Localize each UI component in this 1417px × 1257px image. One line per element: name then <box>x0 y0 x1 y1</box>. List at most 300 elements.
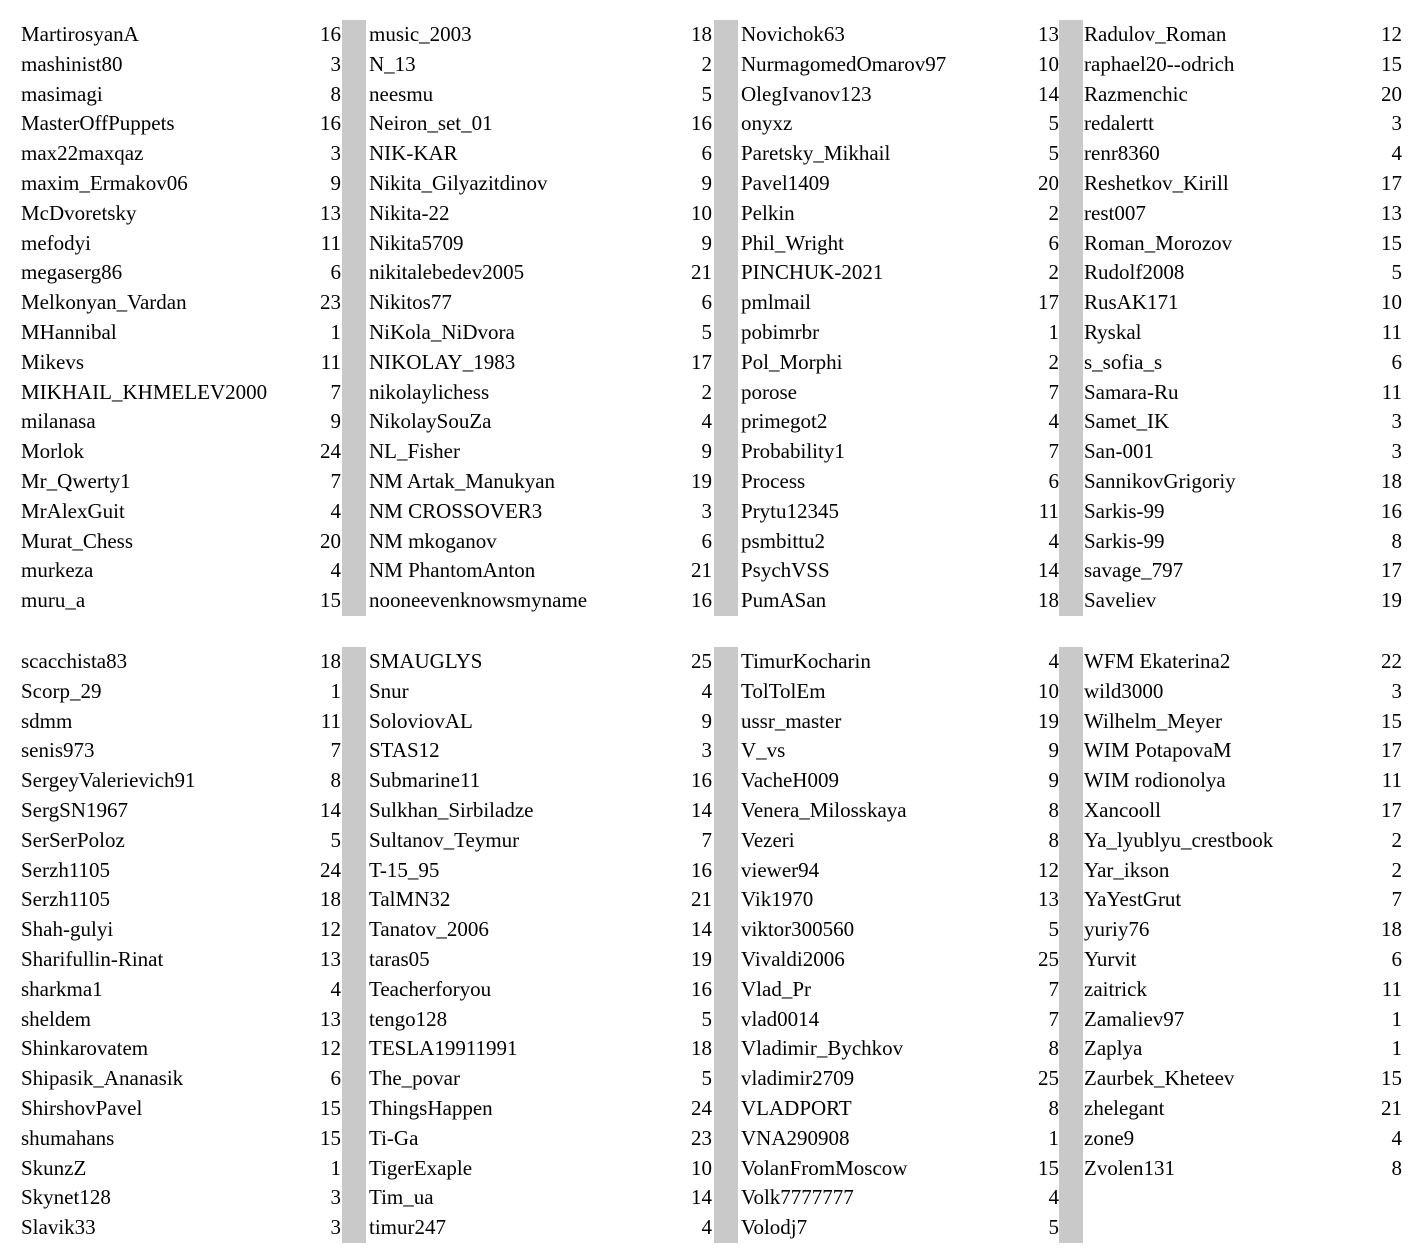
player-name: SergSN1967 <box>21 798 128 822</box>
player-name: Zamaliev97 <box>1084 1006 1185 1031</box>
player-score: 3 <box>330 51 341 76</box>
player-name: SMAUGLYS <box>369 649 483 673</box>
player-name: SergeyValerievich91 <box>21 768 196 793</box>
player-name: Scorp_29 <box>21 678 102 703</box>
table-row <box>369 467 712 497</box>
player-name: Sulkhan_Sirbiladze <box>369 798 534 822</box>
player-name: Nikita_Gilyazitdinov <box>369 171 548 195</box>
player-name: PsychVSS <box>741 558 830 583</box>
table-row <box>21 856 341 886</box>
player-score: 5 <box>701 81 712 106</box>
player-score: 2 <box>1391 827 1402 852</box>
player-name: MrAlexGuit <box>21 498 125 523</box>
player-score: 7 <box>1048 976 1059 1001</box>
table-row <box>21 437 341 467</box>
player-name: Samet_IK <box>1084 409 1170 434</box>
table-row <box>1084 437 1402 467</box>
table-row <box>21 647 341 677</box>
player-name: Teacherforyou <box>369 976 492 1001</box>
table-row <box>369 826 712 856</box>
table-row <box>1084 199 1402 229</box>
player-score: 8 <box>1048 1096 1059 1120</box>
table-row <box>21 169 341 199</box>
table-row <box>21 796 341 826</box>
player-score: 13 <box>1038 887 1059 912</box>
player-score: 3 <box>701 738 712 763</box>
player-name: Sarkis-99 <box>1084 498 1165 523</box>
player-name: sheldem <box>21 1006 91 1031</box>
player-score: 10 <box>691 200 712 225</box>
player-score: 15 <box>1038 1155 1059 1180</box>
table-row <box>21 199 341 229</box>
table-row <box>369 169 712 199</box>
player-name: Skynet128 <box>21 1185 111 1210</box>
player-score: 5 <box>701 1066 712 1091</box>
player-name: Reshetkov_Kirill <box>1084 171 1229 195</box>
player-score: 25 <box>1038 947 1059 971</box>
player-score: 22 <box>1381 649 1402 673</box>
player-score: 17 <box>1381 558 1402 583</box>
player-score: 10 <box>1381 290 1402 315</box>
table-row <box>21 497 341 527</box>
player-name: viktor300560 <box>741 917 855 942</box>
table-row <box>741 20 1059 50</box>
player-score: 6 <box>330 260 341 285</box>
player-score: 16 <box>320 22 341 46</box>
player-name: psmbittu2 <box>741 528 826 553</box>
table-row <box>369 1213 712 1243</box>
table-row <box>1084 647 1402 677</box>
table-row <box>21 975 341 1005</box>
player-score: 9 <box>701 230 712 255</box>
player-score: 5 <box>701 320 712 344</box>
player-score: 15 <box>1381 51 1402 76</box>
player-score: 6 <box>1391 947 1402 971</box>
table-row <box>741 288 1059 318</box>
player-score: 12 <box>320 917 341 942</box>
table-row <box>369 707 712 737</box>
table-row <box>741 348 1059 378</box>
player-name: senis973 <box>21 738 95 763</box>
player-score: 11 <box>1381 320 1402 344</box>
table-row <box>369 885 712 915</box>
table-row <box>741 885 1059 915</box>
table-row <box>369 109 712 139</box>
table-row <box>741 109 1059 139</box>
player-name: SerSerPoloz <box>21 827 125 852</box>
table-row <box>369 1064 712 1094</box>
player-name: WFM Ekaterina2 <box>1084 649 1231 673</box>
player-name: Radulov_Roman <box>1084 22 1227 46</box>
table-row <box>369 586 712 616</box>
player-name: NIK-KAR <box>369 141 458 166</box>
table-row <box>741 139 1059 169</box>
player-score: 23 <box>691 1125 712 1150</box>
player-name: PINCHUK-2021 <box>741 260 884 285</box>
table-row <box>369 1124 712 1154</box>
player-name: ThingsHappen <box>369 1096 493 1120</box>
table-row <box>741 1213 1059 1243</box>
table-row <box>21 707 341 737</box>
player-name: megaserg86 <box>21 260 123 285</box>
table-row <box>741 80 1059 110</box>
player-name: muru_a <box>21 588 86 613</box>
table-block <box>0 20 1417 616</box>
player-name: vlad0014 <box>741 1006 820 1031</box>
player-name: zone9 <box>1084 1125 1135 1150</box>
player-name: scacchista83 <box>21 649 128 673</box>
player-name: TalMN32 <box>369 887 451 912</box>
player-score: 15 <box>320 1096 341 1120</box>
table-row <box>21 229 341 259</box>
player-score: 1 <box>1048 320 1059 344</box>
column-separator <box>1059 647 1083 1243</box>
player-score: 6 <box>701 141 712 166</box>
table-row <box>741 497 1059 527</box>
player-name: renr8360 <box>1084 141 1160 166</box>
player-name: NL_Fisher <box>369 439 460 464</box>
player-name: timur247 <box>369 1215 446 1240</box>
table-row <box>369 258 712 288</box>
table-row <box>741 169 1059 199</box>
player-score: 5 <box>1048 141 1059 166</box>
player-score: 6 <box>330 1066 341 1091</box>
player-name: nooneevenknowsmyname <box>369 588 588 613</box>
player-name: Vezeri <box>741 827 795 852</box>
player-name: SoloviovAL <box>369 708 473 733</box>
player-score: 13 <box>320 200 341 225</box>
player-name: Vladimir_Bychkov <box>741 1036 904 1061</box>
table-row <box>741 945 1059 975</box>
player-score: 5 <box>701 1006 712 1031</box>
table-row <box>369 1154 712 1184</box>
player-score: 24 <box>691 1096 712 1120</box>
player-name: NM CROSSOVER3 <box>369 498 543 523</box>
table-row <box>369 20 712 50</box>
table-row <box>21 1213 341 1243</box>
player-name: Zaurbek_Kheteev <box>1084 1066 1235 1091</box>
table-row <box>21 1094 341 1124</box>
player-score: 11 <box>1381 768 1402 793</box>
table-row <box>21 318 341 348</box>
table-row <box>369 1183 712 1213</box>
table-row <box>1084 229 1402 259</box>
player-name: murkeza <box>21 558 94 583</box>
player-score: 25 <box>1038 1066 1059 1091</box>
player-name: Submarine11 <box>369 768 481 793</box>
player-name: Vik1970 <box>741 887 814 912</box>
table-row <box>1084 1154 1402 1184</box>
player-name: Wilhelm_Meyer <box>1084 708 1222 733</box>
player-name: Paretsky_Mikhail <box>741 141 891 166</box>
column-separator <box>342 647 366 1243</box>
player-score: 5 <box>1048 917 1059 942</box>
player-score: 2 <box>701 51 712 76</box>
player-score: 2 <box>1048 349 1059 374</box>
player-score: 5 <box>1391 260 1402 285</box>
player-name: Prytu12345 <box>741 498 840 523</box>
player-score: 11 <box>320 708 341 733</box>
table-row <box>21 945 341 975</box>
player-name: PumASan <box>741 588 827 613</box>
player-score: 24 <box>320 439 341 464</box>
player-name: ShirshovPavel <box>21 1096 143 1120</box>
player-name: raphael20--odrich <box>1084 51 1235 76</box>
player-name: STAS12 <box>369 738 440 763</box>
table-row <box>1084 1124 1402 1154</box>
player-score: 21 <box>691 558 712 583</box>
player-name: NM mkoganov <box>369 528 497 553</box>
player-score: 7 <box>330 379 341 404</box>
table-row <box>741 1154 1059 1184</box>
table-row <box>1084 856 1402 886</box>
player-score: 9 <box>701 171 712 195</box>
table-row <box>21 766 341 796</box>
player-name: McDvoretsky <box>21 200 137 225</box>
player-name: Xancooll <box>1084 798 1161 822</box>
table-row <box>369 437 712 467</box>
table-row <box>1084 766 1402 796</box>
player-name: Probability1 <box>741 439 845 464</box>
table-row <box>1084 677 1402 707</box>
table-row <box>741 586 1059 616</box>
table-row <box>741 229 1059 259</box>
column-separator <box>1059 20 1083 616</box>
player-name: Samara-Ru <box>1084 379 1179 404</box>
table-row <box>741 1183 1059 1213</box>
table-row <box>741 826 1059 856</box>
player-name: zaitrick <box>1084 976 1147 1001</box>
player-name: sdmm <box>21 708 73 733</box>
table-column <box>21 20 341 616</box>
table-row <box>369 1005 712 1035</box>
player-score: 6 <box>1391 349 1402 374</box>
player-score: 18 <box>1038 588 1059 613</box>
table-row <box>21 556 341 586</box>
table-row <box>1084 20 1402 50</box>
player-score: 11 <box>320 349 341 374</box>
player-name: Ryskal <box>1084 320 1142 344</box>
player-score: 8 <box>330 768 341 793</box>
player-score: 16 <box>691 111 712 136</box>
table-row <box>369 199 712 229</box>
table-row <box>21 885 341 915</box>
player-score: 13 <box>1038 22 1059 46</box>
table-row <box>369 677 712 707</box>
player-name: Rudolf2008 <box>1084 260 1185 285</box>
table-row <box>369 1094 712 1124</box>
player-score: 20 <box>1038 171 1059 195</box>
player-name: Sultanov_Teymur <box>369 827 520 852</box>
table-row <box>369 647 712 677</box>
player-name: Shipasik_Ananasik <box>21 1066 184 1091</box>
player-score: 8 <box>1048 827 1059 852</box>
player-score: 4 <box>701 1215 712 1240</box>
table-column <box>21 647 341 1243</box>
table-column <box>369 647 712 1243</box>
player-name: porose <box>741 379 797 404</box>
table-row <box>1084 527 1402 557</box>
player-name: Yurvit <box>1084 947 1137 971</box>
table-row <box>741 1064 1059 1094</box>
table-block <box>0 647 1417 1243</box>
table-row <box>1084 80 1402 110</box>
player-name: MHannibal <box>21 320 117 344</box>
player-score: 15 <box>1381 708 1402 733</box>
player-score: 7 <box>330 469 341 493</box>
player-score: 21 <box>691 260 712 285</box>
player-name: Nikita5709 <box>369 230 464 255</box>
player-score: 19 <box>1381 588 1402 613</box>
player-name: Yar_ikson <box>1084 857 1170 882</box>
table-row <box>369 556 712 586</box>
table-row <box>1084 826 1402 856</box>
player-score: 16 <box>1381 498 1402 523</box>
table-row <box>21 527 341 557</box>
table-row <box>1084 378 1402 408</box>
player-name: YaYestGrut <box>1084 887 1182 912</box>
player-name: V_vs <box>741 738 786 763</box>
player-name: TESLA19911991 <box>369 1036 518 1061</box>
table-row <box>1084 736 1402 766</box>
player-score: 3 <box>1391 409 1402 434</box>
player-score: 14 <box>1038 81 1059 106</box>
player-score: 9 <box>330 171 341 195</box>
player-score: 21 <box>691 887 712 912</box>
player-name: sharkma1 <box>21 976 103 1001</box>
player-score: 11 <box>320 230 341 255</box>
player-name: masimagi <box>21 81 103 106</box>
player-name: WIM PotapovaM <box>1084 738 1232 763</box>
player-name: SkunzZ <box>21 1155 87 1180</box>
player-score: 8 <box>1048 1036 1059 1061</box>
player-score: 2 <box>701 379 712 404</box>
player-name: NM Artak_Manukyan <box>369 469 556 493</box>
player-score: 8 <box>1048 798 1059 822</box>
player-score: 1 <box>1391 1036 1402 1061</box>
table-row <box>21 50 341 80</box>
player-name: Tanatov_2006 <box>369 917 489 942</box>
player-score: 11 <box>1381 976 1402 1001</box>
table-row <box>369 348 712 378</box>
table-row <box>1084 467 1402 497</box>
table-row <box>369 50 712 80</box>
table-row <box>1084 556 1402 586</box>
player-name: N_13 <box>369 51 416 76</box>
player-name: T-15_95 <box>369 857 440 882</box>
player-score: 8 <box>1391 528 1402 553</box>
player-name: Roman_Morozov <box>1084 230 1233 255</box>
player-score: 4 <box>1048 409 1059 434</box>
player-score: 19 <box>691 947 712 971</box>
player-name: s_sofia_s <box>1084 349 1163 374</box>
table-row <box>369 1034 712 1064</box>
player-score: 17 <box>1038 290 1059 315</box>
player-name: Snur <box>369 678 409 703</box>
player-name: Process <box>741 469 806 493</box>
table-row <box>369 527 712 557</box>
player-name: Morlok <box>21 439 84 464</box>
table-row <box>741 407 1059 437</box>
player-score: 6 <box>701 290 712 315</box>
player-score: 10 <box>1038 51 1059 76</box>
player-score: 5 <box>1048 111 1059 136</box>
table-row <box>741 677 1059 707</box>
player-name: Saveliev <box>1084 588 1157 613</box>
player-score: 4 <box>1048 1185 1059 1210</box>
player-score: 4 <box>330 558 341 583</box>
table-row <box>21 1183 341 1213</box>
player-score: 9 <box>330 409 341 434</box>
player-score: 14 <box>1038 558 1059 583</box>
player-score: 2 <box>1391 857 1402 882</box>
player-name: NM PhantomAnton <box>369 558 536 583</box>
player-score: 2 <box>1048 260 1059 285</box>
player-name: TigerExaple <box>369 1155 473 1180</box>
table-row <box>21 826 341 856</box>
player-name: ussr_master <box>741 708 842 733</box>
table-row <box>1084 1005 1402 1035</box>
table-row <box>369 139 712 169</box>
player-score: 14 <box>691 1185 712 1210</box>
table-row <box>21 1154 341 1184</box>
table-row <box>369 407 712 437</box>
table-row <box>21 288 341 318</box>
player-name: savage_797 <box>1084 558 1184 583</box>
table-row <box>21 139 341 169</box>
player-score: 18 <box>1381 917 1402 942</box>
player-score: 9 <box>1048 768 1059 793</box>
table-row <box>369 288 712 318</box>
table-row <box>21 467 341 497</box>
player-name: zhelegant <box>1084 1096 1165 1120</box>
player-score: 4 <box>701 409 712 434</box>
player-score: 3 <box>1391 439 1402 464</box>
player-name: vladimir2709 <box>741 1066 855 1091</box>
player-score: 19 <box>691 469 712 493</box>
player-name: pmlmail <box>741 290 811 315</box>
table-row <box>741 50 1059 80</box>
table-row <box>1084 348 1402 378</box>
table-row <box>1084 586 1402 616</box>
table-row <box>741 707 1059 737</box>
player-score: 3 <box>330 1215 341 1240</box>
table-row <box>1084 288 1402 318</box>
player-score: 20 <box>1381 81 1402 106</box>
player-name: nikitalebedev2005 <box>369 260 525 285</box>
player-score: 19 <box>1038 708 1059 733</box>
player-score: 8 <box>1391 1155 1402 1180</box>
player-score: 24 <box>320 857 341 882</box>
table-column <box>741 647 1059 1243</box>
table-row <box>21 915 341 945</box>
player-name: VLADPORT <box>741 1096 852 1120</box>
table-row <box>1084 1064 1402 1094</box>
table-row <box>741 258 1059 288</box>
table-row <box>1084 796 1402 826</box>
player-score: 17 <box>1381 171 1402 195</box>
column-separator <box>714 647 738 1243</box>
player-score: 3 <box>1391 111 1402 136</box>
column-separator <box>714 20 738 616</box>
player-name: VacheH009 <box>741 768 839 793</box>
player-score: 1 <box>330 1155 341 1180</box>
table-row <box>1084 139 1402 169</box>
player-name: NikolaySouZa <box>369 409 492 434</box>
table-row <box>369 915 712 945</box>
player-score: 14 <box>320 798 341 822</box>
table-row <box>369 766 712 796</box>
